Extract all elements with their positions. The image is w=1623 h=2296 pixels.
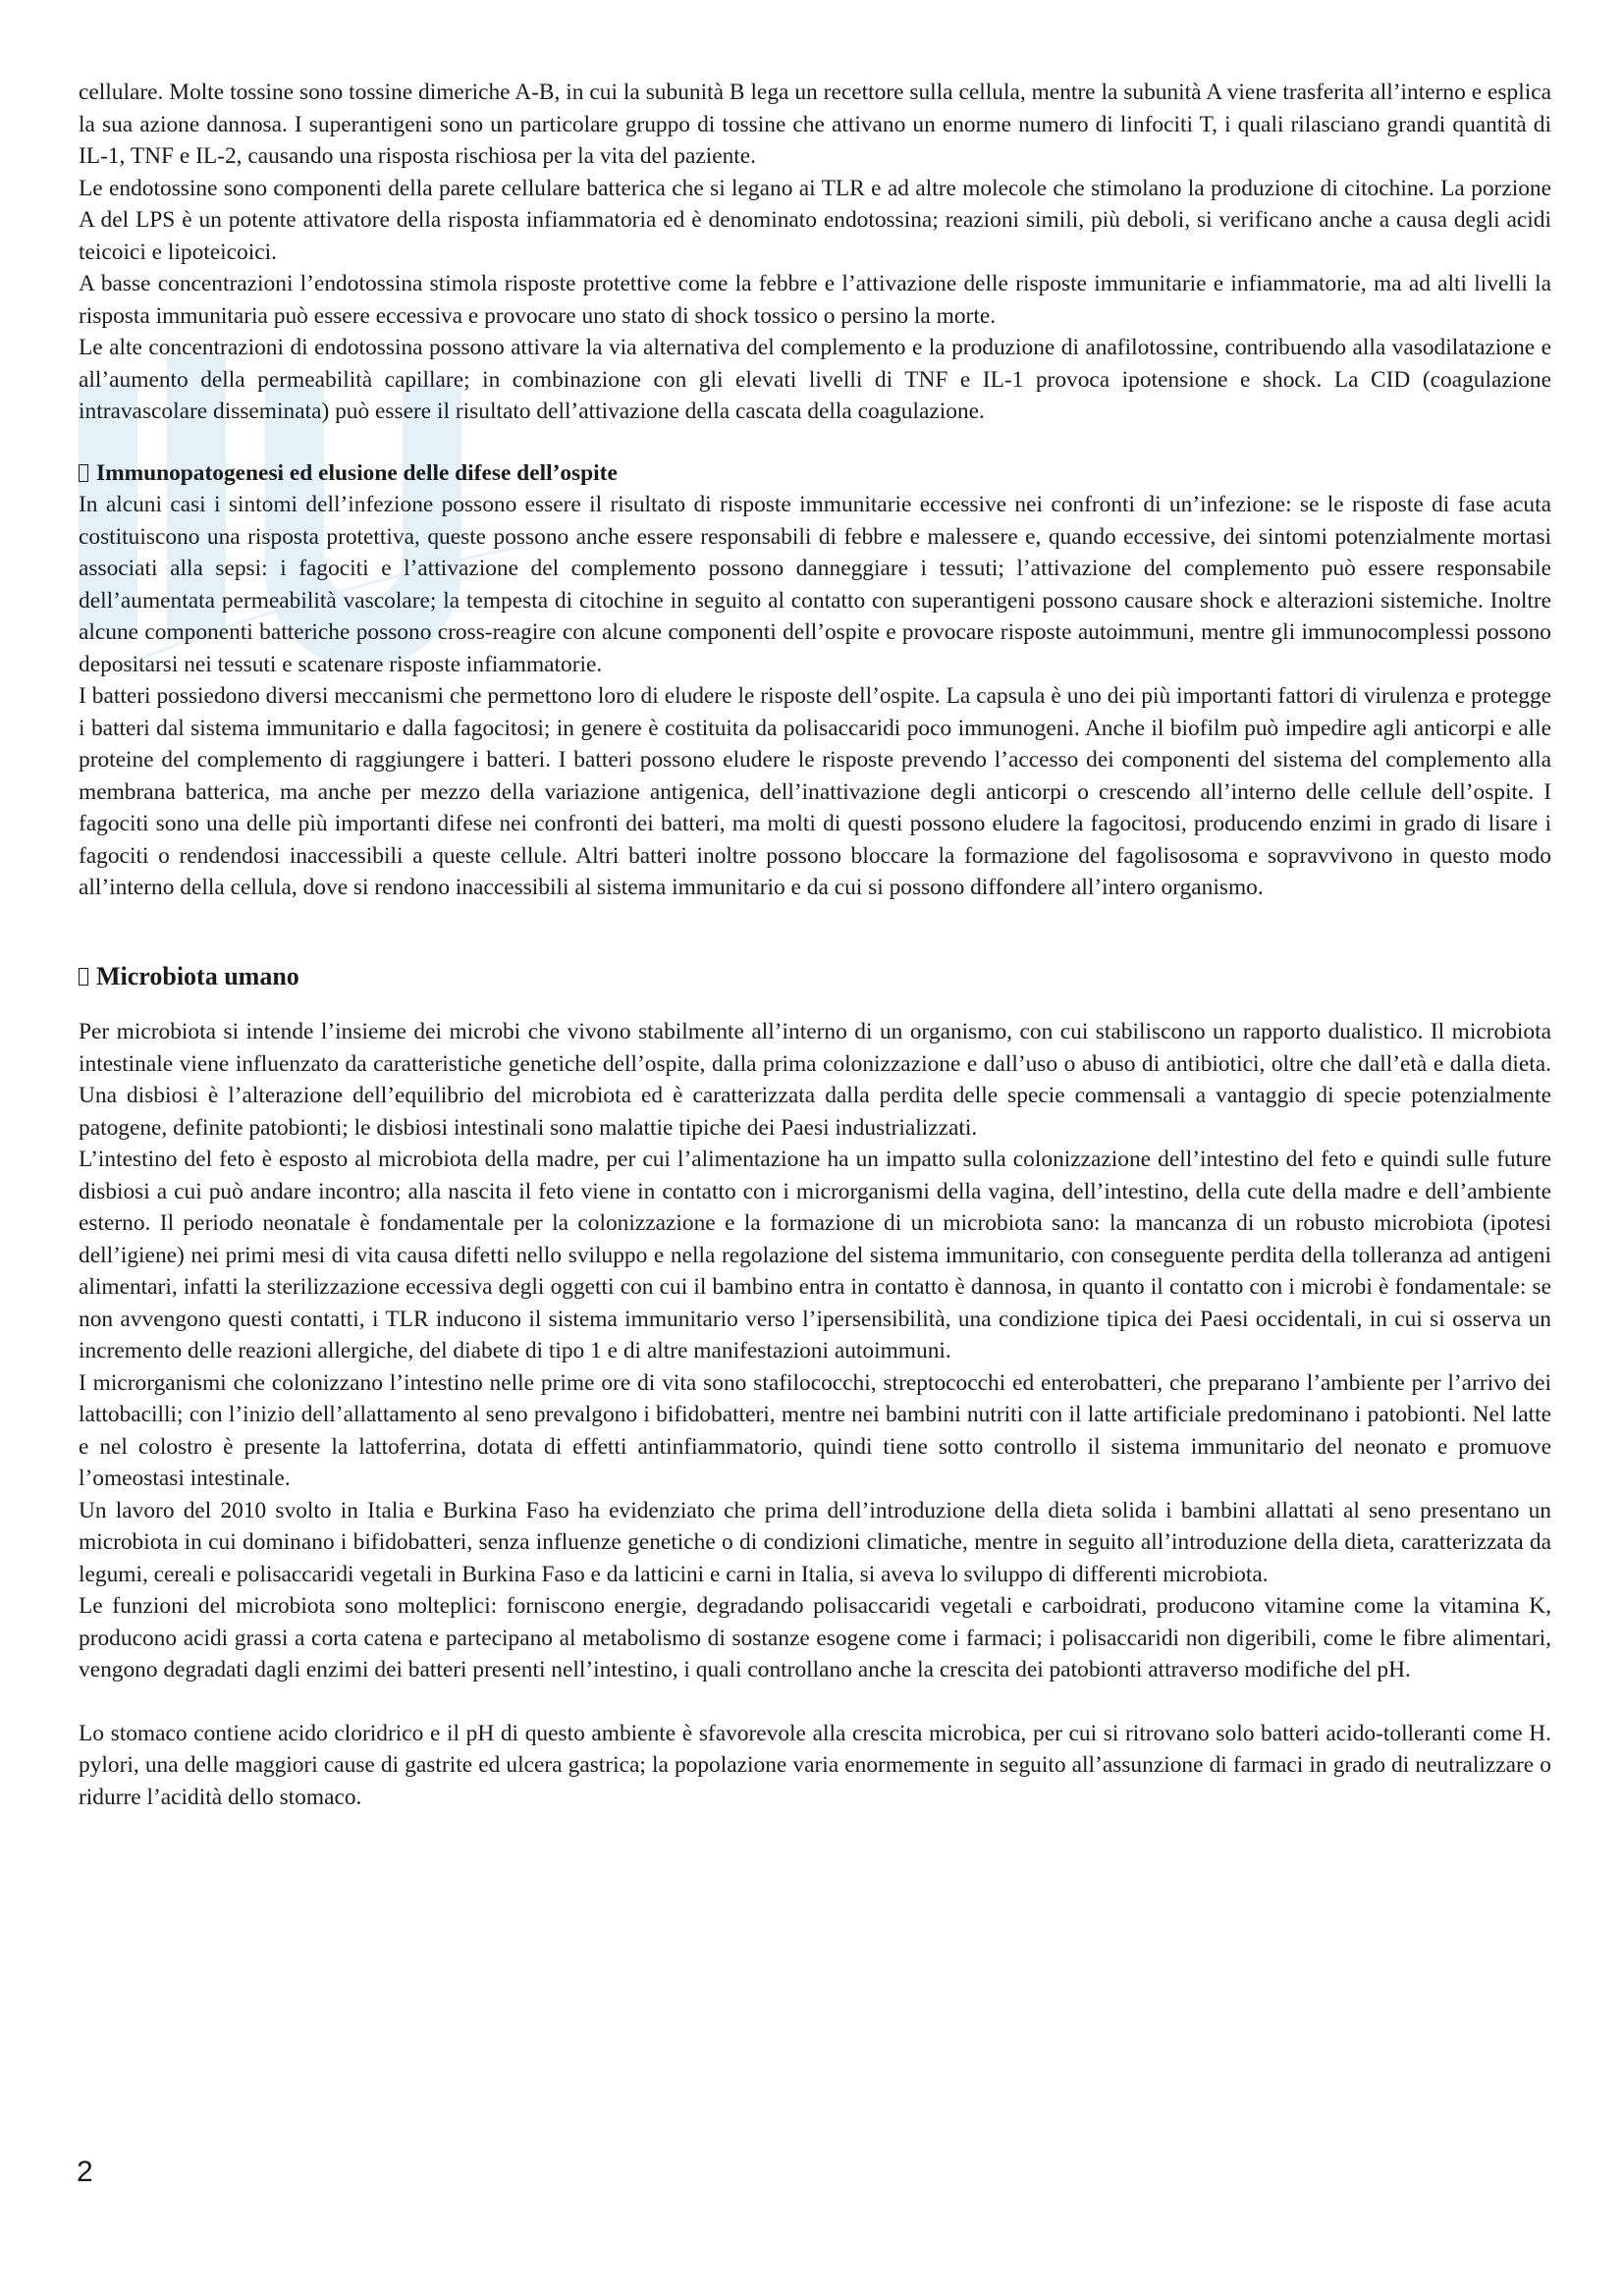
bullet-icon <box>79 464 88 482</box>
page-number: 2 <box>77 2156 93 2188</box>
bullet-icon <box>79 968 88 986</box>
paragraph: L’intestino del feto è esposto al microbiota della madre, per cui l’alimentazione ha un impatto sulla colonizzazione dell’intestino del feto e quindi sulle future disbiosi a cui può andare incontro; alla nascita il feto viene in contatto con i microrganismi della vagina, dell’intestino, della cute della madre e dell’ambiente esterno. Il periodo neonatale è fondamentale per la colonizzazione e la formazione di un microbiota sano: la mancanza di un robusto microbiota (ipotesi dell’igiene) nei primi mesi di vita causa difetti nello sviluppo e nella regolazione del sistema immunitario, con conseguente perdita della tolleranza ad antigeni alimentari, infatti la sterilizzazione eccessiva degli oggetti con cui il bambino entra in contatto è dannosa, in quanto il contatto con i microbi è fondamentale: se non avvengono questi contatti, i TLR inducono il sistema immunitario verso l’ipersensibilità, una condizione tipica dei Paesi occidentali, in cui si osserva un incremento delle reazioni allergiche, del diabete di tipo 1 e di altre manifestazioni autoimmuni. <box>79 1147 1551 1363</box>
section-heading-text: Microbiota umano <box>96 961 299 990</box>
paragraph: Un lavoro del 2010 svolto in Italia e Burkina Faso ha evidenziato che prima dell’introduzione della dieta solida i bambini allattati al seno presentano un microbiota in cui dominano i bifidobatteri, senza influenze genetiche o di condizioni climatiche, mentre in seguito all’introduzione della dieta, caratterizzata da legumi, cereali e polisaccaridi vegetali in Burkina Faso e da latticini e carni in Italia, si aveva lo sviluppo di differenti microbiota. <box>79 1497 1551 1587</box>
paragraph: Le endotossine sono componenti della parete cellulare batterica che si legano ai TLR e ad altre molecole che stimolano la produzione di citochine. La porzione A del LPS è un potente attivatore della risposta infiammatoria ed è denominato endotossina; reazioni simili, più deboli, si verificano anche a causa degli acidi teicoici e lipoteicoici. <box>79 175 1551 265</box>
document-body <box>79 77 1551 1813</box>
paragraph: A basse concentrazioni l’endotossina stimola risposte protettive come la febbre e l’attivazione delle risposte immunitarie e infiammatorie, ma ad alti livelli la risposta immunitaria può essere eccessiva e provocare uno stato di shock tossico o persino la morte. <box>79 271 1551 329</box>
paragraph: Le funzioni del microbiota sono molteplici: forniscono energie, degradando polisaccaridi vegetali e carboidrati, producono vitamine come la vitamina K, producono acidi grassi a corta catena e partecipano al metabolismo di sostanze esogene come i farmaci; i polisaccaridi non digeribili, come le fibre alimentari, vengono degradati dagli enzimi dei batteri presenti nell’intestino, i quali controllano anche la crescita dei patobionti attraverso modifiche del pH. <box>79 1593 1551 1682</box>
paragraph: Lo stomaco contiene acido cloridrico e il pH di questo ambiente è sfavorevole alla crescita microbica, per cui si ritrovano solo batteri acido-tolleranti come H. pylori, una delle maggiori cause di gastrite ed ulcera gastrica; la popolazione varia enormemente in seguito all’assunzione di farmaci in grado di neutralizzare o ridurre l’acidità dello stomaco. <box>79 1720 1551 1810</box>
section-heading-text: Immunopatogenesi ed elusione delle difese dell’ospite <box>96 459 618 486</box>
paragraph: In alcuni casi i sintomi dell’infezione possono essere il risultato di risposte immunitarie eccessive nei confronti di un’infezione: se le risposte di fase acuta costituiscono una risposta protettiva, queste possono anche essere responsabili di febbre e malessere e, quando eccessive, dei sintomi potenzialmente mortasi associati alla sepsi: i fagociti e l’attivazione del complemento possono danneggiare i tessuti; l’attivazione del complemento può essere responsabile dell’aumentata permeabilità vascolare; la tempesta di citochine in seguito al contatto con superantigeni possono causare shock e alterazioni sistemiche. Inoltre alcune componenti batteriche possono cross-reagire con alcune componenti dell’ospite e provocare risposte autoimmuni, mentre gli immunocomplessi possono depositarsi nei tessuti e scatenare risposte infiammatorie. <box>79 492 1551 677</box>
paragraph: I batteri possiedono diversi meccanismi che permettono loro di eludere le risposte dell’ospite. La capsula è uno dei più importanti fattori di virulenza e protegge i batteri dal sistema immunitario e dalla fagocitosi; in genere è costituita da polisaccaridi poco immunogeni. Anche il biofilm può impedire agli anticorpi e alle proteine del complemento di raggiungere i batteri. I batteri possono eludere le risposte prevendo l’accesso dei componenti del sistema del complemento alla membrana batterica, ma anche per mezzo della variazione antigenica, dell’inattivazione degli anticorpi o crescendo all’interno delle cellule dell’ospite. I fagociti sono una delle più importanti difese nei confronti dei batteri, ma molti di questi possono eludere la fagocitosi, producendo enzimi in grado di lisare i fagociti o rendendosi inaccessibili a queste cellule. Altri batteri inoltre possono bloccare la formazione del fagolisosoma e sopravvivono in questo modo all’interno della cellula, dove si rendono inaccessibili al sistema immunitario e da cui si possono diffondere all’intero organismo. <box>79 683 1551 900</box>
section-heading-immunopatogenesi <box>79 457 1551 490</box>
section-heading-microbiota <box>79 961 1551 993</box>
paragraph: I microrganismi che colonizzano l’intestino nelle prime ore di vita sono stafilococchi, streptococchi ed enterobatteri, che preparano l’ambiente per l’arrivo dei lattobacilli; con l’inizio dell’allattamento al seno prevalgono i bifidobatteri, mentre nei bambini nutriti con il latte artificiale predominano i patobionti. Nel latte e nel colostro è presente la lattoferrina, dotata di effetti antinfiammatorio, quindi tiene sotto controllo il sistema immunitario del neonato e promuove l’omeostasi intestinale. <box>79 1369 1551 1491</box>
paragraph: Le alte concentrazioni di endotossina possono attivare la via alternativa del complemento e la produzione di anafilotossine, contribuendo alla vasodilatazione e all’aumento della permeabilità capillare; in combinazione con gli elevati livelli di TNF e IL-1 provoca ipotensione e shock. La CID (coagulazione intravascolare disseminata) può essere il risultato dell’attivazione della cascata della coagulazione. <box>79 335 1551 424</box>
paragraph: Per microbiota si intende l’insieme dei microbi che vivono stabilmente all’interno di un organismo, con cui stabiliscono un rapporto dualistico. Il microbiota intestinale viene influenzato da caratteristiche genetiche dell’ospite, dalla prima colonizzazione e dall’uso o abuso di antibiotici, oltre che dall’età e dalla dieta. Una disbiosi è l’alterazione dell’equilibrio del microbiota ed è caratterizzata dalla perdita delle specie commensali a vantaggio di specie potenzialmente patogene, definite patobionti; le disbiosi intestinali sono malattie tipiche dei Paesi industrializzati. <box>79 1019 1551 1141</box>
paragraph: cellulare. Molte tossine sono tossine dimeriche A-B, in cui la subunità B lega un recettore sulla cellula, mentre la subunità A viene trasferita all’interno e esplica la sua azione dannosa. I superantigeni sono un particolare gruppo di tossine che attivano un enorme numero di linfociti T, i quali rilasciano grandi quantità di IL-1, TNF e IL-2, causando una risposta rischiosa per la vita del paziente. <box>79 80 1551 169</box>
